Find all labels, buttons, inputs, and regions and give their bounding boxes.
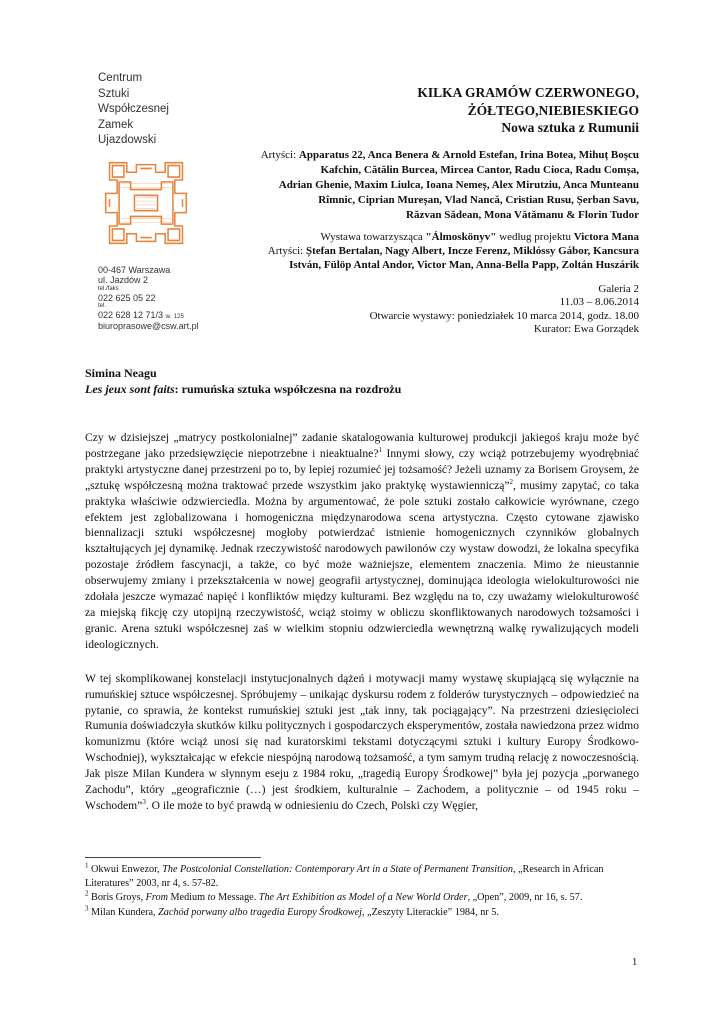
exhibition-details: Galeria 2 11.03 – 8.06.2014 Otwarcie wystawy: poniedziałek 10 marca 2014, godz. 18.00 Kurator: Ewa Gorządek [369,282,639,336]
accompanying-exhibition: Wystawa towarzysząca "Álmoskönyv" według projektu Victora Mana Artyści: Ștefan Bertalan, Nagy Albert, Incze Ferenz, Miklóssy Gábor, Kancsura István, Fülöp Antal Andor, Victor Man, Anna-Bella Papp, Zoltán Huszárik [267,231,639,272]
essay-title: Les jeux sont faits: rumuńska sztuka współczesna na rozdrożu [85,381,402,396]
page-number: 1 [632,957,638,968]
paragraph: W tej skomplikowanej konstelacji instytucjonalnych dążeń i motywacji mamy wystawę skupiającą się wyłącznie na rumuńskiej sztuce współczesnej. Spróbujemy – unikając dyskursu rodem z folderów turystycznych – odpowiedzieć na pytanie, co sprawia, że kontekst rumuńskiej sztuki jest „tak inny, tak pociągający”. Na przestrzeni dziesięcioleci Rumunia doświadczyła skutków kilku politycznych i gospodarczych eksperymentów, została nawiedzona przez widmo komunizmu (które wciąż unosi się nad kuratorskimi tekstami dotyczącymi sztuki i kultury Europy Środkowo-Wschodniej), wykształcając w efekcie niespójną narodową tożsamość, a tym samym trudną relację z nowoczesnością. Jak pisze Milan Kundera w słynnym eseju z 1984 roku, „tragedią Europy Środkowej” była jej pozycja „porwanego Zachodu”, który „geograficznie (…) jest środkiem, kulturalnie – Zachodem, a politycznie – od 1945 roku – Wschodem”$^3$. O ile może to być prawdą w odniesieniu do Czech, Polski czy Węgier, [85,671,639,812]
footnotes [85,863,639,920]
institution-address: 00-467 Warszawa ul. Jazdów 2 tel./faks 022 625 05 22 tel. 022 628 12 71/3 w. 125 biuroprasowe@csw.art.pl [98,265,228,332]
footnote-ref[interactable]: 2 [509,477,514,486]
footnote-divider [85,857,261,858]
paragraph: Czy w dzisiejszej „matrycy postkolonialnej” zadanie skatalogowania kulturowej produkcji jakiegoś kraju może być postrzegane jako przedsięwzięcie niepotrzebne i nieaktualne?$^1$ Innymi słowy, czy wciąż potrzebujemy wyodrębniać praktyki artystyczne danej przestrzeni po to, by lepiej rozumieć jej tożsamość? Jeżeli uznamy za Borisem Groysem, że „sztukę współczesną można traktować przede wszystkim jako praktykę wystawienniczą”$^2$, musimy zapytać, co taka praktyka właściwie odzwierciedla. Można by argumentować, że pole sztuki zostało całkowicie wyrównane, czego efektem jest zglobalizowana i homogeniczna międzynarodowa scena artystyczna. Często cytowane zjawisko biennalizacji sztuki współczesnej mogłoby potwierdzać istnienie homogenicznych czynników globalnych kształtujących jej dynamikę. Jednak rzeczywistość narodowych pawilonów czy wystaw dowodzi, że lokalna specyfika pozostaje źródłem fascynacji, a także, co być może ważniejsze, elementem znaczenia. Mimo że nieustannie obserwujemy zmiany i przekształcenia w nowej geografii artystycznej, dominująca ideologia wielokulturowości nie zdołała jeszcze wymazać napięć i konfliktów między kulturami. Bez względu na to, czy uważamy wielokulturowość za miejską fikcję czy utopijną rzeczywistość, wciąż stoimy w obliczu skonfliktowanych narodowych tożsamości i granic. Arena sztuki współczesnej zaś w wielkim stopniu odzwierciedla wewnętrzną walkę rywalizujących modeli ideologicznych. [85,431,640,651]
footnote: $^1$ Okwui Enwezor, The Postcolonial Constellation: Contemporary Art in a State of Permanent Transition, „Research in African Literatures” 2003, nr 4, s. 57-82. [85,861,604,889]
essay-byline [85,366,639,397]
castle-emblem-icon [98,155,194,251]
author-name: Simina Neagu [85,366,157,380]
footnote: $^3$ Milan Kundera, Zachód porwany albo tragedia Europy Środkowej, „Zeszyty Literackie” 1984, nr 5. [85,904,499,918]
footnote-ref[interactable]: 1 [378,446,382,455]
exhibition-header [209,84,639,337]
exhibition-title: KILKA GRAMÓW CZERWONEGO, ŻÓŁTEGO,NIEBIESKIEGO [417,85,639,118]
artists-list: Artyści: Apparatus 22, Anca Benera & Arnold Estefan, Irina Botea, Mihuț Boșcu Kafchin, Cătălin Burcea, Mircea Cantor, Radu Cioca, Radu Comșa, Adrian Ghenie, Maxim Liulca, Ioana Nemeș, Alex Mirutziu, Anca Munteanu Rîmnic, Ciprian Mureșan, Vlad Nancă, Cristian Rusu, Șerban Savu, Răzvan Sădean, Mona Vătămanu & Florin Tudor [260,149,639,221]
essay-body [85,430,639,832]
footnote-ref[interactable]: 3 [142,798,146,807]
institution-name: Centrum Sztuki Współczesnej Zamek Ujazdowski [98,72,169,146]
press-email[interactable]: biuroprasowe@csw.art.pl [98,321,199,331]
exhibition-subtitle: Nowa sztuka z Rumunii [501,120,639,135]
footnote: $^2$ Boris Groys, From Medium to Message. The Art Exhibition as Model of a New World Order, „Open”, 2009, nr 16, s. 57. [85,889,583,904]
